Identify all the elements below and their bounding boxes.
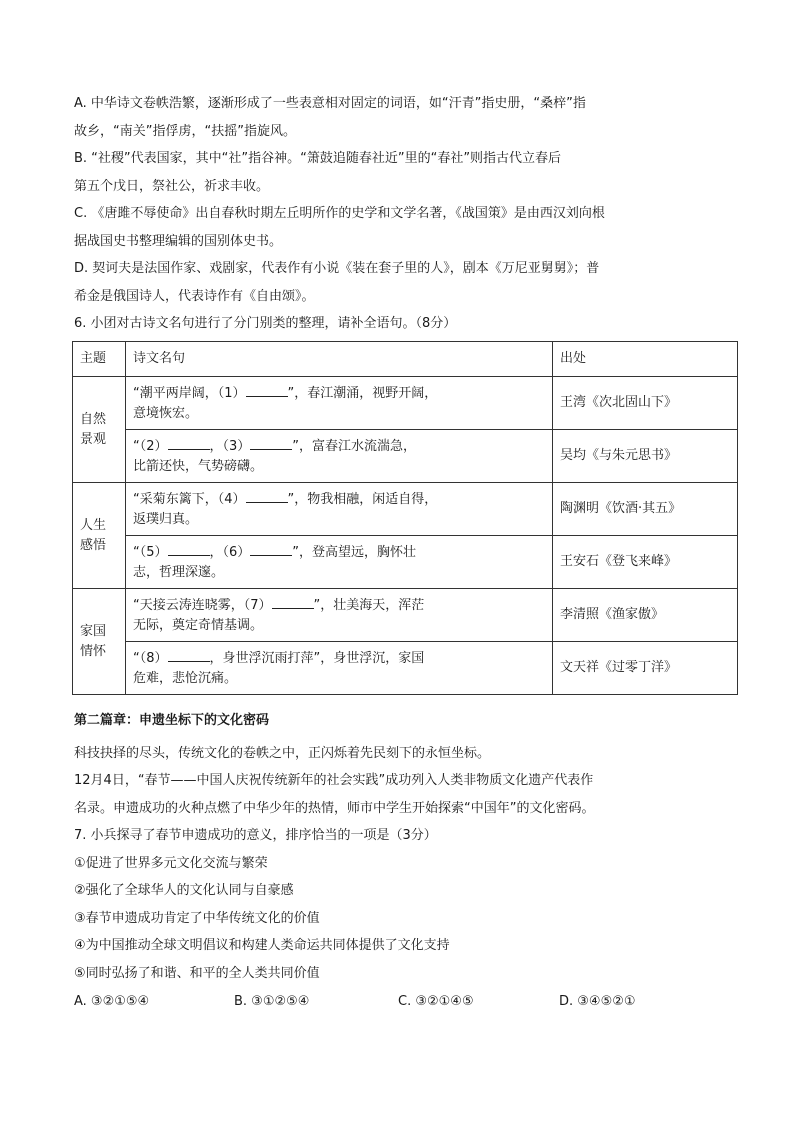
question-7-prompt: 7. 小兵探寻了春节申遗成功的意义，排序恰当的一项是（3分） bbox=[74, 828, 437, 843]
answer-blank[interactable] bbox=[246, 489, 288, 503]
poem-text: “天接云涛连晓雾，（7） bbox=[133, 597, 272, 613]
theme-cell bbox=[73, 377, 126, 483]
answer-blank[interactable] bbox=[272, 595, 314, 609]
poem-line bbox=[133, 542, 545, 563]
theme-label: 自然 bbox=[80, 411, 107, 427]
poem-line: 意境恢宏。 bbox=[133, 405, 199, 421]
poem-cell bbox=[126, 483, 553, 536]
theme-label: 感悟 bbox=[80, 537, 107, 553]
option-c-line1: C. 《唐雎不辱使命》出自春秋时期左丘明所作的史学和文学名著，《战国策》是由西汉刘向根 bbox=[74, 206, 605, 221]
q7-item: ④为中国推动全球文明倡议和构建人类命运共同体提供了文化支持 bbox=[74, 938, 450, 953]
theme-label: 景观 bbox=[80, 431, 107, 447]
table-row bbox=[73, 430, 738, 483]
poem-cell bbox=[126, 377, 553, 430]
option-d-line2: 希金是俄国诗人，代表诗作有《自由颂》。 bbox=[74, 289, 315, 304]
q7-item: ②强化了全球华人的文化认同与自豪感 bbox=[74, 883, 294, 898]
chapter-2-heading: 第二篇章：申遗坐标下的文化密码 bbox=[74, 713, 270, 728]
source-cell: 文天祥《过零丁洋》 bbox=[553, 642, 738, 695]
q7-option-c[interactable]: C. ③②①④⑤ bbox=[398, 994, 474, 1009]
theme-cell bbox=[73, 483, 126, 589]
poem-cell bbox=[126, 536, 553, 589]
poem-text: ，身世浮沉雨打萍”，身世浮沉，家国 bbox=[209, 650, 425, 666]
header-poem: 诗文名句 bbox=[126, 342, 553, 377]
poem-table bbox=[72, 341, 738, 695]
answer-blank[interactable] bbox=[168, 648, 210, 662]
theme-label: 情怀 bbox=[80, 643, 107, 659]
answer-blank[interactable] bbox=[168, 542, 210, 556]
poem-line bbox=[133, 595, 545, 616]
poem-text: ”，富春江水流湍急， bbox=[292, 438, 417, 454]
poem-text: ”，登高望远，胸怀壮 bbox=[292, 544, 417, 560]
question-6-prompt: 6. 小团对古诗文名句进行了分门别类的整理，请补全语句。（8分） bbox=[74, 316, 457, 331]
header-source: 出处 bbox=[553, 342, 738, 377]
source-cell: 李清照《渔家傲》 bbox=[553, 589, 738, 642]
option-b-line2: 第五个戊日，祭社公，祈求丰收。 bbox=[74, 179, 270, 194]
table-row bbox=[73, 536, 738, 589]
source-cell: 王湾《次北固山下》 bbox=[553, 377, 738, 430]
poem-cell bbox=[126, 642, 553, 695]
poem-text: ”，物我相融，闲适自得， bbox=[287, 491, 438, 507]
q7-item: ①促进了世界多元文化交流与繁荣 bbox=[74, 856, 268, 871]
poem-text: “采菊东篱下，（4） bbox=[133, 491, 246, 507]
news-line1: 12月4日，“春节——中国人庆祝传统新年的社会实践”成功列入人类非物质文化遗产代表作 bbox=[74, 773, 594, 788]
poem-line: 危难，悲怆沉痛。 bbox=[133, 670, 238, 686]
answer-blank[interactable] bbox=[168, 436, 210, 450]
poem-text: “潮平两岸阔，（1） bbox=[133, 385, 246, 401]
source-cell: 王安石《登飞来峰》 bbox=[553, 536, 738, 589]
theme-label: 家国 bbox=[80, 623, 107, 639]
poem-cell bbox=[126, 430, 553, 483]
poem-text: “（8） bbox=[133, 650, 168, 666]
poem-text: “（2） bbox=[133, 438, 168, 454]
answer-blank[interactable] bbox=[246, 383, 288, 397]
answer-blank[interactable] bbox=[250, 436, 292, 450]
table-row bbox=[73, 589, 738, 642]
poem-line bbox=[133, 648, 545, 669]
chapter-2-intro: 科技抉择的尽头，传统文化的卷帙之中，正闪烁着先民刻下的永恒坐标。 bbox=[74, 746, 491, 761]
table-row bbox=[73, 483, 738, 536]
header-theme: 主题 bbox=[73, 342, 126, 377]
poem-text: ，（6） bbox=[209, 544, 251, 560]
table-row bbox=[73, 642, 738, 695]
source-cell: 吴均《与朱元思书》 bbox=[553, 430, 738, 483]
source-cell: 陶渊明《饮酒·其五》 bbox=[553, 483, 738, 536]
option-a-line1: A. 中华诗文卷帙浩繁，逐渐形成了一些表意相对固定的词语，如“汗青”指史册，“桑梓”指 bbox=[74, 96, 586, 111]
theme-cell bbox=[73, 589, 126, 695]
q7-option-d[interactable]: D. ③④⑤②① bbox=[559, 994, 636, 1009]
poem-line: 返璞归真。 bbox=[133, 511, 199, 527]
option-b-line1: B. “社稷”代表国家，其中“社”指谷神。“箫鼓追随春社近”里的“春社”则指古代立春后 bbox=[74, 151, 562, 166]
q7-option-a[interactable]: A. ③②①⑤④ bbox=[74, 994, 150, 1009]
option-a-line2: 故乡，“南关”指俘虏，“扶摇”指旋风。 bbox=[74, 124, 296, 139]
poem-line bbox=[133, 489, 545, 510]
option-c-line2: 据战国史书整理编辑的国别体史书。 bbox=[74, 234, 283, 249]
news-line2: 名录。申遗成功的火种点燃了中华少年的热情，师市中学生开始探索“中国年”的文化密码。 bbox=[74, 801, 595, 816]
option-d-line1: D. 契诃夫是法国作家、戏剧家，代表作有小说《装在套子里的人》，剧本《万尼亚舅舅》；普 bbox=[74, 261, 600, 276]
q7-option-b[interactable]: B. ③①②⑤④ bbox=[234, 994, 310, 1009]
q7-item: ③春节申遗成功肯定了中华传统文化的价值 bbox=[74, 911, 320, 926]
poem-text: “（5） bbox=[133, 544, 168, 560]
answer-blank[interactable] bbox=[250, 542, 292, 556]
theme-label: 人生 bbox=[80, 517, 107, 533]
poem-cell bbox=[126, 589, 553, 642]
poem-text: ，（3） bbox=[209, 438, 251, 454]
poem-text: ”，壮美海天，浑茫 bbox=[313, 597, 425, 613]
poem-text: ”，春江潮涌，视野开阔， bbox=[287, 385, 438, 401]
poem-line: 志，哲理深邃。 bbox=[133, 564, 225, 580]
table-header-row bbox=[73, 342, 738, 377]
poem-line bbox=[133, 383, 545, 404]
table-row bbox=[73, 377, 738, 430]
poem-line: 比箭还快，气势磅礴。 bbox=[133, 458, 264, 474]
poem-line: 无际，奠定奇情基调。 bbox=[133, 617, 264, 633]
q7-item: ⑤同时弘扬了和谐、和平的全人类共同价值 bbox=[74, 966, 320, 981]
poem-line bbox=[133, 436, 545, 457]
